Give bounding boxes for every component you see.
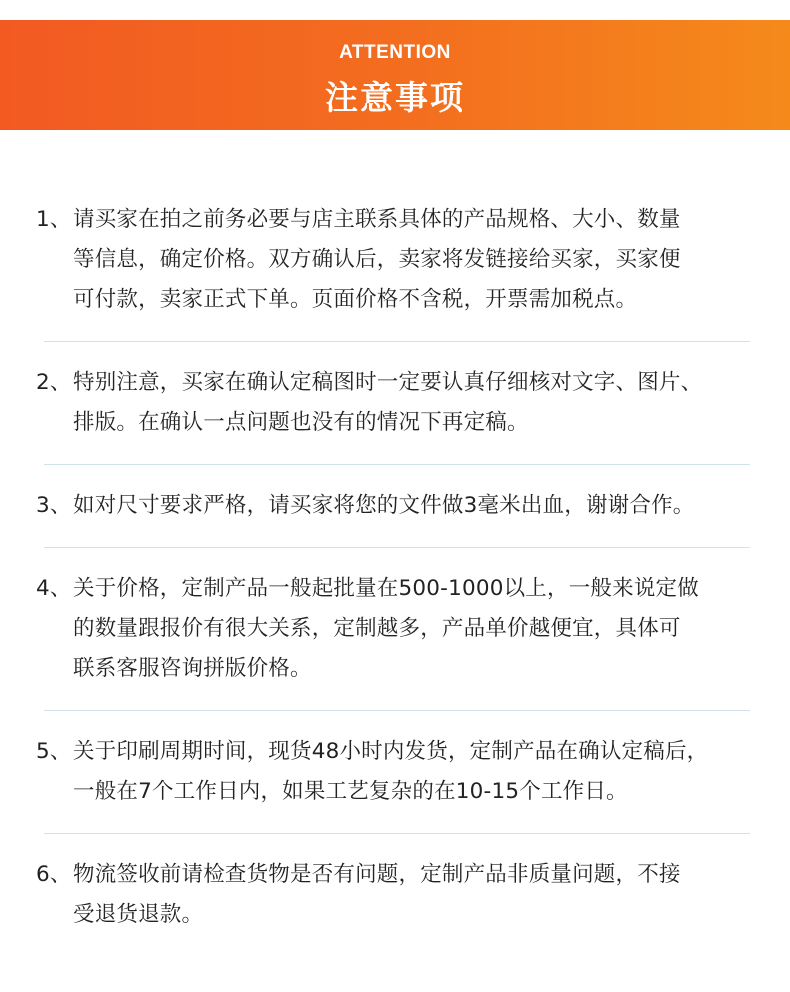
- notice-line: 一般在7个工作日内，如果工艺复杂的在10-15个工作日。: [73, 779, 628, 804]
- notice-item-5: [0, 732, 790, 812]
- notice-item-6: [0, 855, 790, 935]
- notice-line: 的数量跟报价有很大关系，定制越多，产品单价越便宜，具体可: [73, 616, 681, 641]
- notice-line: 物流签收前请检查货物是否有问题，定制产品非质量问题，不接: [73, 862, 681, 887]
- notice-line: 特别注意，买家在确认定稿图时一定要认真仔细核对文字、图片、: [73, 370, 703, 395]
- banner-title: 注意事项: [325, 78, 465, 117]
- notice-item-2: [0, 363, 790, 443]
- notice-line: 排版。在确认一点问题也没有的情况下再定稿。: [73, 410, 529, 435]
- notice-line: 受退货退款。: [73, 902, 204, 927]
- divider: [44, 341, 750, 342]
- divider: [44, 710, 750, 711]
- notice-line: 联系客服咨询拼版价格。: [73, 656, 312, 681]
- divider: [44, 547, 750, 548]
- notice-item-4: [0, 569, 790, 689]
- notice-line: 关于印刷周期时间，现货48小时内发货，定制产品在确认定稿后，: [73, 739, 709, 764]
- notice-item-1: [0, 200, 790, 320]
- notice-number: 1、: [36, 207, 72, 232]
- notice-line: 等信息，确定价格。双方确认后，卖家将发链接给买家，买家便: [73, 247, 681, 272]
- divider: [44, 464, 750, 465]
- notice-number: 2、: [36, 370, 72, 395]
- banner-subtitle: ATTENTION: [339, 42, 451, 63]
- notice-number: 4、: [36, 576, 72, 601]
- notice-number: 3、: [36, 493, 72, 518]
- notice-list: [0, 200, 790, 935]
- notice-line: 关于价格，定制产品一般起批量在500-1000以上，一般来说定做: [73, 576, 699, 601]
- notice-line: 可付款，卖家正式下单。页面价格不含税，开票需加税点。: [73, 287, 638, 312]
- divider: [44, 833, 750, 834]
- notice-item-3: [0, 486, 790, 526]
- notice-number: 5、: [36, 739, 72, 764]
- attention-banner: [0, 20, 790, 130]
- notice-line: 请买家在拍之前务必要与店主联系具体的产品规格、大小、数量: [73, 207, 681, 232]
- notice-number: 6、: [36, 862, 72, 887]
- notice-line: 如对尺寸要求严格，请买家将您的文件做3毫米出血，谢谢合作。: [73, 493, 695, 518]
